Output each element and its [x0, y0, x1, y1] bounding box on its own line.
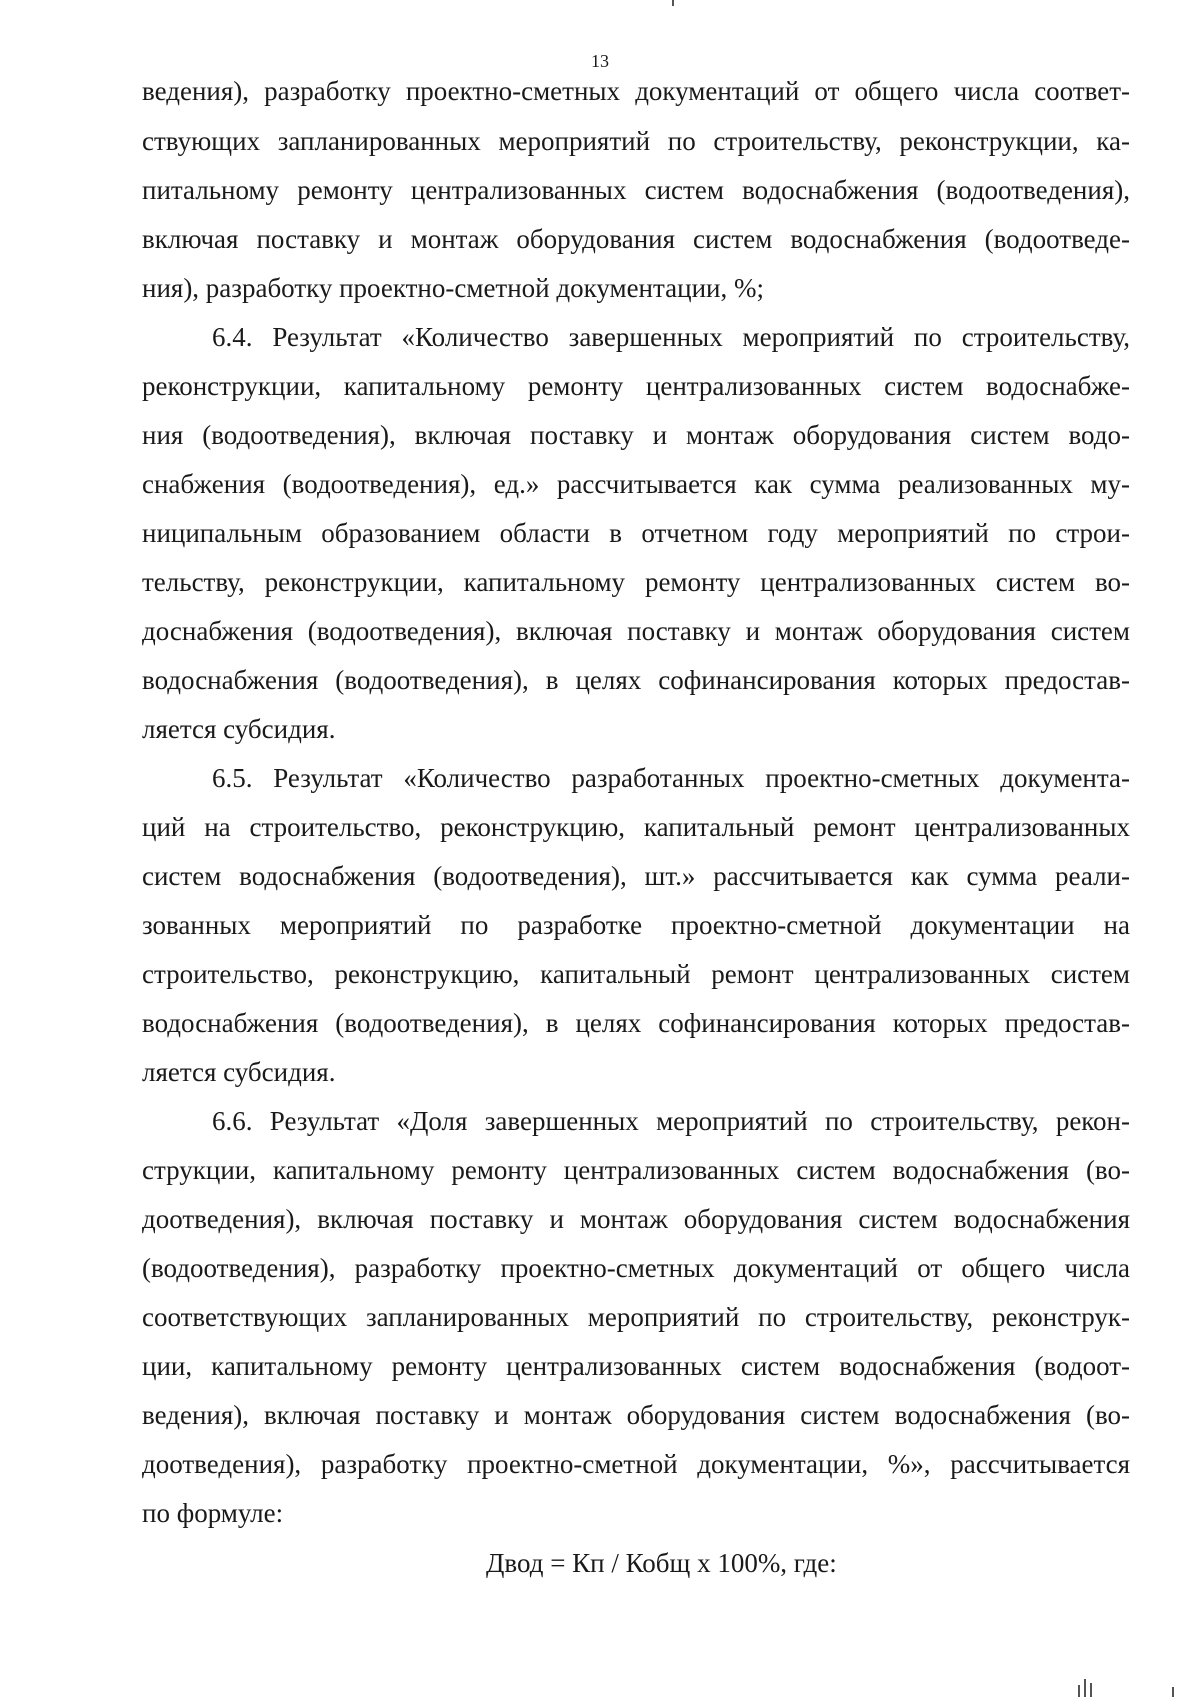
text-line: ляется субсидия.: [142, 1057, 336, 1087]
text-line: доотведения), разработку проектно-сметной документации, %», рассчитывается: [142, 1449, 1130, 1479]
scan-edge-mark: [1090, 1683, 1092, 1697]
text-line: питальному ремонту централизованных систем водоснабжения (водоотведения),: [142, 175, 1130, 205]
text-line: ниципальным образованием области в отчетном году мероприятий по строи-: [142, 518, 1130, 548]
text-line: включая поставку и монтаж оборудования систем водоснабжения (водоотведе-: [142, 224, 1130, 254]
text-line: снабжения (водоотведения), ед.» рассчитывается как сумма реализованных му-: [142, 469, 1130, 499]
formula: Двод = Кп / Кобщ х 100%, где:: [486, 1548, 837, 1578]
text-line: водоснабжения (водоотведения), в целях софинансирования которых предостав-: [142, 1008, 1130, 1038]
scan-edge-mark: [1078, 1685, 1080, 1697]
paragraph-first-line: 6.4. Результат «Количество завершенных мероприятий по строительству,: [212, 322, 1130, 352]
text-line: по формуле:: [142, 1498, 284, 1528]
text-line: доотведения), включая поставку и монтаж оборудования систем водоснабжения: [142, 1204, 1130, 1234]
text-line: соответствующих запланированных мероприятий по строительству, реконструк-: [142, 1302, 1130, 1332]
text-line: (водоотведения), разработку проектно-сметных документаций от общего числа: [142, 1253, 1130, 1283]
text-line: водоснабжения (водоотведения), в целях софинансирования которых предостав-: [142, 665, 1130, 695]
scan-edge-mark: [1084, 1679, 1086, 1697]
page-number: 13: [591, 51, 609, 71]
text-line: доснабжения (водоотведения), включая поставку и монтаж оборудования систем: [142, 616, 1130, 646]
text-line: ствующих запланированных мероприятий по строительству, реконструкции, ка-: [142, 126, 1130, 156]
text-line: реконструкции, капитальному ремонту централизованных систем водоснабже-: [142, 371, 1130, 401]
text-line: струкции, капитальному ремонту централизованных систем водоснабжения (во-: [142, 1155, 1130, 1185]
text-line: строительство, реконструкцию, капитальный ремонт централизованных систем: [142, 959, 1130, 989]
text-line: ляется субсидия.: [142, 714, 336, 744]
paragraph-first-line: 6.6. Результат «Доля завершенных мероприятий по строительству, рекон-: [212, 1106, 1130, 1136]
text-line: ведения), разработку проектно-сметных документаций от общего числа соответ-: [142, 76, 1130, 106]
text-line: ния (водоотведения), включая поставку и монтаж оборудования систем водо-: [142, 420, 1130, 450]
scan-edge-mark: [1172, 1687, 1174, 1697]
text-line: ведения), включая поставку и монтаж оборудования систем водоснабжения (во-: [142, 1400, 1130, 1430]
text-line: тельству, реконструкции, капитальному ремонту централизованных систем во-: [142, 567, 1130, 597]
text-line: ния), разработку проектно-сметной документации, %;: [142, 273, 764, 303]
text-line: зованных мероприятий по разработке проектно-сметной документации на: [142, 910, 1130, 940]
text-line: ции, капитальному ремонту централизованных систем водоснабжения (водоот-: [142, 1351, 1130, 1381]
paragraph-first-line: 6.5. Результат «Количество разработанных проектно-сметных документа-: [212, 763, 1130, 793]
scan-top-mark: [672, 0, 674, 6]
text-line: систем водоснабжения (водоотведения), шт.» рассчитывается как сумма реали-: [142, 861, 1130, 891]
text-line: ций на строительство, реконструкцию, капитальный ремонт централизованных: [142, 812, 1130, 842]
